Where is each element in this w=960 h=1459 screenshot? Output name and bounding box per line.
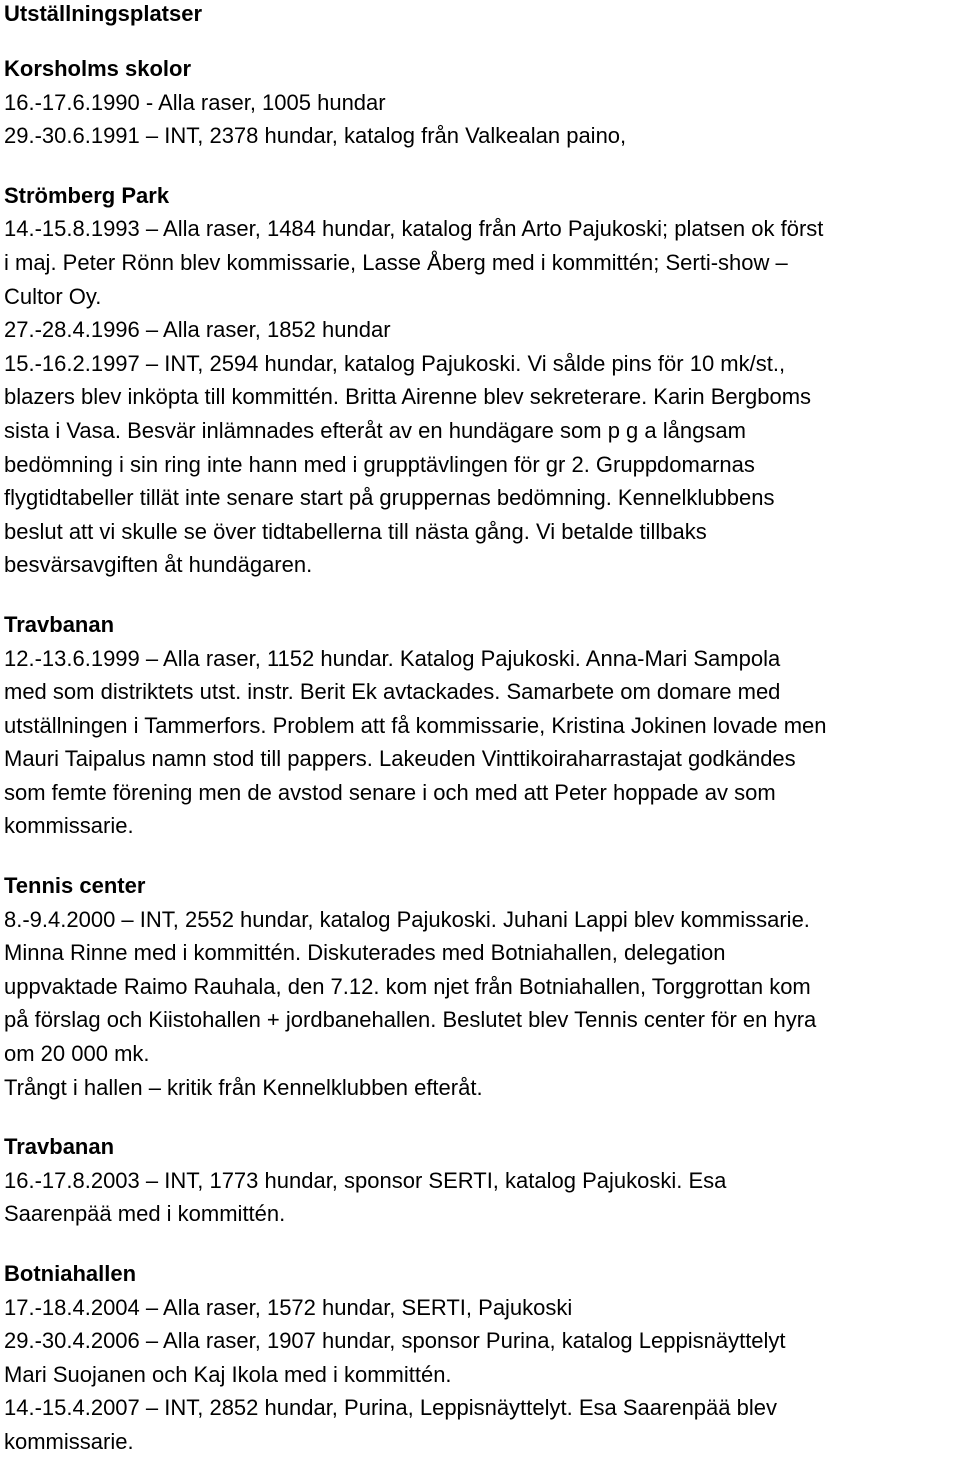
venue-body — [4, 212, 956, 582]
text-line: 14.-15.4.2007 – INT, 2852 hundar, Purina, Leppisnäyttelyt. Esa Saarenpää blev — [4, 1395, 777, 1421]
venue-body — [4, 86, 956, 153]
text-line: 16.-17.6.1990 - Alla raser, 1005 hundar — [4, 89, 386, 115]
venue-heading: Tennis center — [4, 873, 146, 899]
venue-heading: Strömberg Park — [4, 182, 170, 208]
text-line: 14.-15.8.1993 – Alla raser, 1484 hundar, katalog från Arto Pajukoski; platsen ok först — [4, 216, 824, 242]
venue-section — [4, 608, 956, 843]
document-page — [4, 0, 956, 1459]
text-line: kommissarie. — [4, 1428, 134, 1454]
text-line: 16.-17.8.2003 – INT, 1773 hundar, sponsor SERTI, katalog Pajukoski. Esa — [4, 1167, 727, 1193]
text-line: Minna Rinne med i kommittén. Diskuterades med Botniahallen, delegation — [4, 940, 726, 966]
text-line: kommissarie. — [4, 813, 134, 839]
venue-heading: Botniahallen — [4, 1261, 137, 1286]
venue-heading: Korsholms skolor — [4, 56, 192, 81]
venue-section — [4, 1130, 956, 1231]
text-line: Mauri Taipalus namn stod till pappers. Lakeuden Vinttikoiraharrastajat godkändes — [4, 746, 796, 772]
page-title: Utställningsplatser — [4, 1, 203, 26]
text-line: i maj. Peter Rönn blev kommissarie, Lasse Åberg med i kommittén; Serti-show – — [4, 249, 788, 275]
venue-body — [4, 1291, 956, 1459]
venue-section — [4, 869, 956, 1104]
venue-heading: Travbanan — [4, 1134, 115, 1160]
venue-section — [4, 52, 956, 153]
text-line: 29.-30.4.2006 – Alla raser, 1907 hundar, sponsor Purina, katalog Leppisnäyttelyt — [4, 1328, 786, 1354]
text-line: på förslag och Kiistohallen + jordbanehallen. Beslutet blev Tennis center för en hyra — [4, 1007, 817, 1033]
text-line: Cultor Oy. — [4, 283, 102, 309]
text-line: Mari Suojanen och Kaj Ikola med i kommittén. — [4, 1361, 452, 1387]
text-line: 27.-28.4.1996 – Alla raser, 1852 hundar — [4, 317, 391, 343]
text-line: blazers blev inköpta till kommittén. Britta Airenne blev sekreterare. Karin Bergboms — [4, 384, 812, 410]
venue-section — [4, 1257, 956, 1459]
text-line: 12.-13.6.1999 – Alla raser, 1152 hundar. Katalog Pajukoski. Anna-Mari Sampola — [4, 645, 781, 671]
text-line: 29.-30.6.1991 – INT, 2378 hundar, katalog från Valkealan paino, — [4, 123, 627, 149]
venue-body — [4, 642, 956, 844]
text-line: 15.-16.2.1997 – INT, 2594 hundar, katalog Pajukoski. Vi sålde pins för 10 mk/st., — [4, 350, 786, 376]
venue-body — [4, 1164, 956, 1231]
venue-section — [4, 179, 956, 582]
text-line: med som distriktets utst. instr. Berit Ek avtackades. Samarbete om domare med — [4, 679, 781, 705]
venue-body — [4, 903, 956, 1105]
text-line: om 20 000 mk. — [4, 1041, 150, 1067]
text-line: som femte förening men de avstod senare i och med att Peter hoppade av som — [4, 779, 776, 805]
venue-heading: Travbanan — [4, 611, 115, 637]
text-line: 8.-9.4.2000 – INT, 2552 hundar, katalog Pajukoski. Juhani Lappi blev kommissarie. — [4, 906, 810, 932]
text-line: besvärsavgiften åt hundägaren. — [4, 552, 313, 578]
text-line: beslut att vi skulle se över tidtabellerna till nästa gång. Vi betalde tillbaks — [4, 518, 707, 544]
text-line: flygtidtabeller tillät inte senare start på gruppernas bedömning. Kennelklubbens — [4, 485, 775, 511]
text-line: Trångt i hallen – kritik från Kennelklubben efteråt. — [4, 1074, 483, 1100]
text-line: utställningen i Tammerfors. Problem att få kommissarie, Kristina Jokinen lovade men — [4, 712, 827, 738]
text-line: Saarenpää med i kommittén. — [4, 1201, 286, 1227]
venue-list — [4, 52, 956, 1459]
text-line: uppvaktade Raimo Rauhala, den 7.12. kom njet från Botniahallen, Torggrottan kom — [4, 973, 811, 999]
text-line: 17.-18.4.2004 – Alla raser, 1572 hundar, SERTI, Pajukoski — [4, 1294, 573, 1320]
text-line: sista i Vasa. Besvär inlämnades efteråt av en hundägare som p g a långsam — [4, 417, 746, 443]
text-line: bedömning i sin ring inte hann med i grupptävlingen för gr 2. Gruppdomarnas — [4, 451, 755, 477]
